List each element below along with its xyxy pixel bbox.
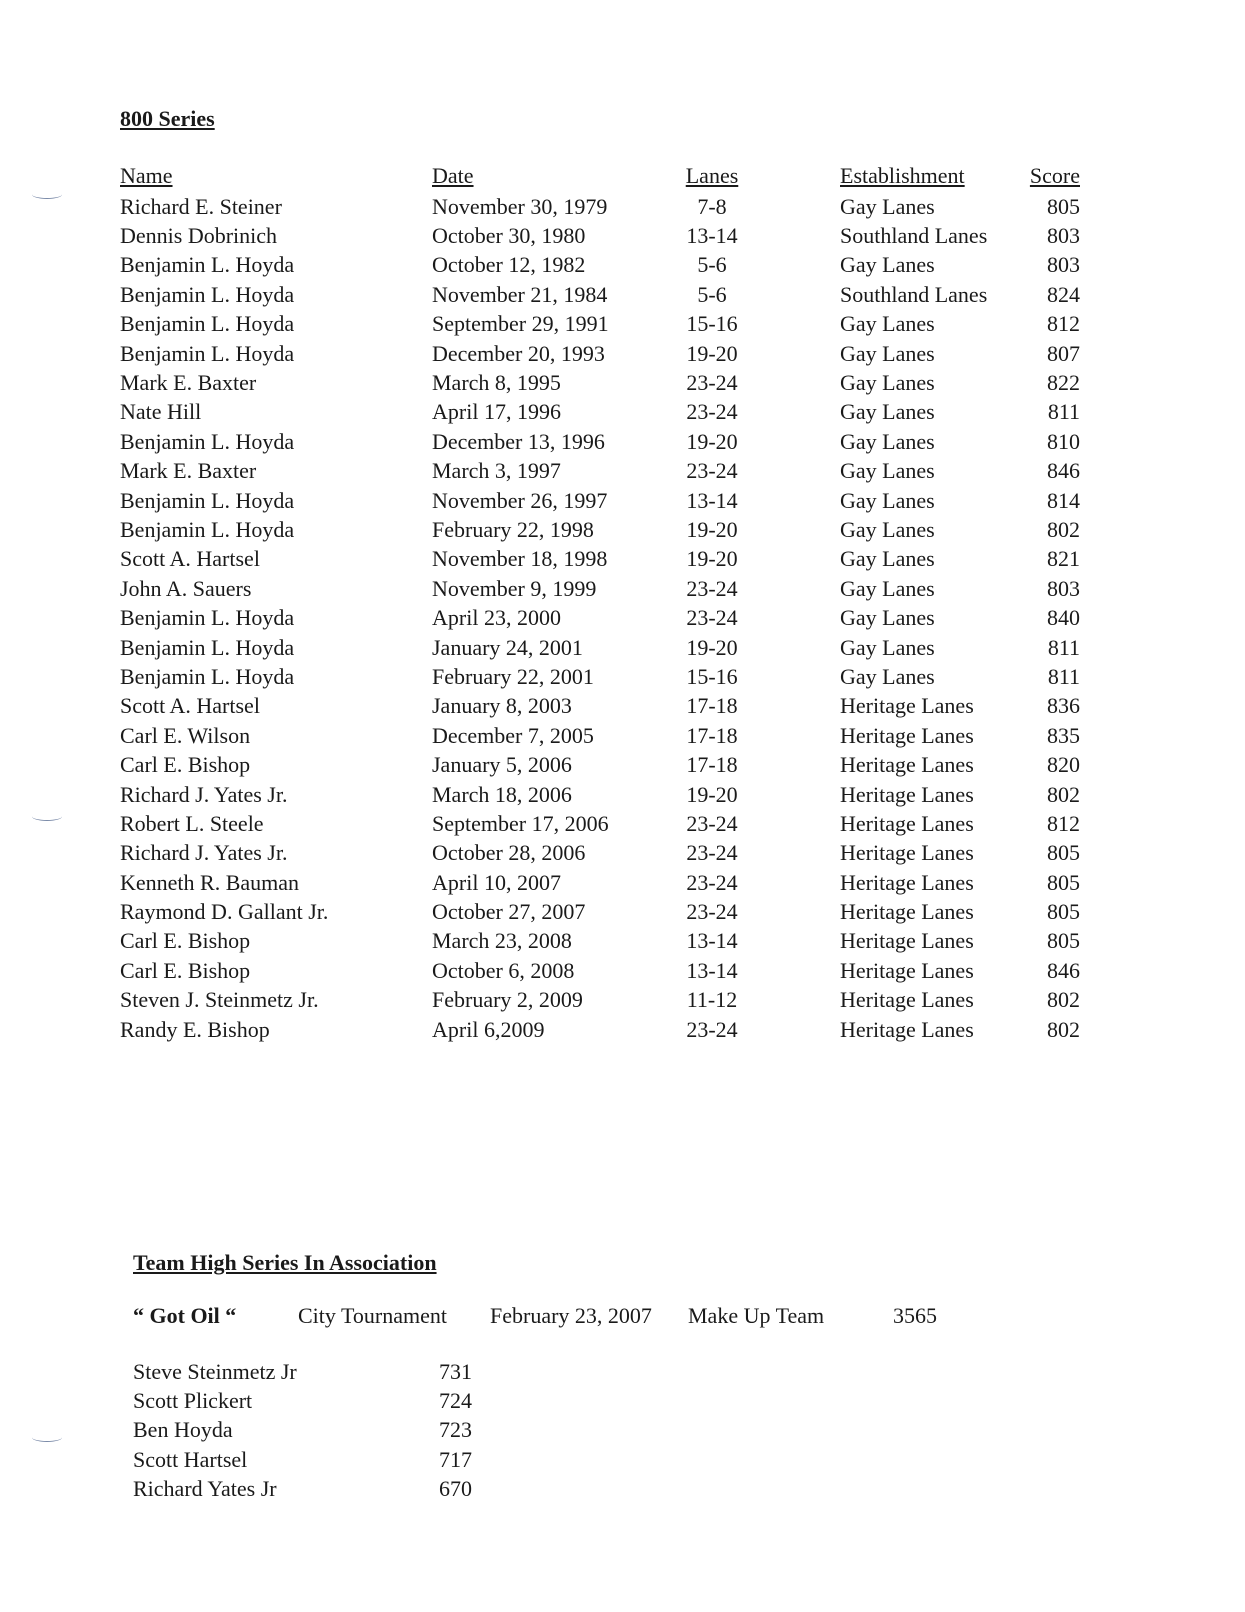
cell-name: Benjamin L. Hoyda: [120, 663, 295, 689]
member-name: Ben Hoyda: [133, 1417, 233, 1443]
cell-establishment: Heritage Lanes: [840, 722, 974, 748]
table-row: [120, 368, 1080, 397]
table-row: [120, 633, 1080, 662]
cell-lanes: 13-14: [686, 223, 738, 249]
cell-date: December 13, 1996: [432, 428, 605, 454]
cell-date: April 10, 2007: [432, 869, 561, 895]
team-type: Make Up Team: [688, 1303, 825, 1328]
cell-name: Benjamin L. Hoyda: [120, 487, 295, 513]
binder-hole-mark: [32, 812, 62, 821]
cell-date: April 17, 1996: [432, 399, 561, 425]
cell-establishment: Heritage Lanes: [840, 752, 974, 778]
cell-name: Carl E. Wilson: [120, 722, 251, 748]
cell-name: Benjamin L. Hoyda: [120, 605, 295, 631]
cell-lanes: 23-24: [686, 899, 738, 925]
cell-lanes: 19-20: [686, 781, 738, 807]
cell-score: 805: [1047, 193, 1080, 219]
cell-score: 803: [1047, 252, 1080, 278]
table-row: [120, 662, 1080, 691]
table-row: [120, 750, 1080, 779]
table-row: [120, 574, 1080, 603]
cell-score: 821: [1047, 546, 1080, 572]
list-item: [133, 1386, 499, 1415]
cell-score: 802: [1047, 781, 1080, 807]
cell-score: 805: [1047, 899, 1080, 925]
team-total: 3565: [893, 1303, 937, 1328]
team-date: February 23, 2007: [490, 1303, 652, 1328]
binder-hole-mark: [32, 1433, 62, 1442]
cell-lanes: 19-20: [686, 340, 738, 366]
table-row: [120, 515, 1080, 544]
table-row: [120, 1015, 1080, 1044]
cell-score: 803: [1047, 575, 1080, 601]
cell-name: Mark E. Baxter: [120, 370, 257, 396]
cell-lanes: 19-20: [686, 516, 738, 542]
binder-hole-mark: [32, 190, 62, 199]
table-row: [120, 398, 1080, 427]
table-row: [120, 839, 1080, 868]
member-name: Scott Hartsel: [133, 1446, 248, 1472]
cell-lanes: 23-24: [686, 1016, 738, 1042]
cell-name: Scott A. Hartsel: [120, 693, 260, 719]
cell-name: Richard J. Yates Jr.: [120, 781, 288, 807]
cell-lanes: 13-14: [686, 928, 738, 954]
cell-establishment: Heritage Lanes: [840, 957, 974, 983]
cell-name: Richard E. Steiner: [120, 193, 282, 219]
cell-name: Mark E. Baxter: [120, 458, 257, 484]
cell-establishment: Heritage Lanes: [840, 693, 974, 719]
cell-date: March 18, 2006: [432, 781, 572, 807]
team-summary-line: [133, 1303, 973, 1329]
cell-score: 824: [1047, 281, 1080, 307]
cell-lanes: 23-24: [686, 575, 738, 601]
cell-date: April 23, 2000: [432, 605, 561, 631]
cell-name: Benjamin L. Hoyda: [120, 281, 295, 307]
table-row: [120, 721, 1080, 750]
member-score: 724: [439, 1388, 472, 1414]
cell-establishment: Southland Lanes: [840, 223, 988, 249]
team-name: “ Got Oil “: [133, 1303, 237, 1328]
cell-establishment: Gay Lanes: [840, 663, 935, 689]
cell-date: October 12, 1982: [432, 252, 586, 278]
cell-establishment: Southland Lanes: [840, 281, 988, 307]
member-name: Steve Steinmetz Jr: [133, 1358, 297, 1384]
cell-date: November 30, 1979: [432, 193, 608, 219]
table-row: [120, 986, 1080, 1015]
cell-lanes: 23-24: [686, 810, 738, 836]
team-event: City Tournament: [298, 1303, 447, 1328]
table-row: [120, 545, 1080, 574]
cell-date: April 6,2009: [432, 1016, 545, 1042]
cell-name: Benjamin L. Hoyda: [120, 516, 295, 542]
cell-name: Benjamin L. Hoyda: [120, 428, 295, 454]
table-row: [120, 251, 1080, 280]
cell-score: 820: [1047, 752, 1080, 778]
cell-establishment: Gay Lanes: [840, 252, 935, 278]
cell-establishment: Gay Lanes: [840, 340, 935, 366]
cell-name: Benjamin L. Hoyda: [120, 634, 295, 660]
table-row: [120, 310, 1080, 339]
cell-date: March 23, 2008: [432, 928, 572, 954]
cell-lanes: 19-20: [686, 546, 738, 572]
cell-lanes: 7-8: [697, 193, 727, 219]
member-name: Scott Plickert: [133, 1388, 253, 1414]
cell-date: February 2, 2009: [432, 987, 583, 1013]
series-section-title: 800 Series: [120, 106, 215, 131]
cell-establishment: Gay Lanes: [840, 575, 935, 601]
cell-establishment: Gay Lanes: [840, 193, 935, 219]
table-row: [120, 603, 1080, 632]
cell-date: November 9, 1999: [432, 575, 597, 601]
table-row: [120, 956, 1080, 985]
cell-name: Dennis Dobrinich: [120, 223, 278, 249]
cell-lanes: 23-24: [686, 840, 738, 866]
cell-score: 812: [1047, 311, 1080, 337]
list-item: [133, 1445, 499, 1474]
cell-date: March 8, 1995: [432, 370, 561, 396]
member-score: 723: [439, 1417, 472, 1443]
cell-name: Nate Hill: [120, 399, 202, 425]
team-members-list: [133, 1357, 499, 1504]
cell-date: January 5, 2006: [432, 752, 572, 778]
list-item: [133, 1357, 499, 1386]
cell-date: November 21, 1984: [432, 281, 608, 307]
header-date: Date: [432, 163, 474, 188]
cell-name: Carl E. Bishop: [120, 928, 251, 954]
cell-establishment: Heritage Lanes: [840, 810, 974, 836]
cell-name: John A. Sauers: [120, 575, 252, 601]
series-table: [120, 160, 1080, 1044]
header-lanes: Lanes: [685, 163, 739, 188]
cell-date: November 26, 1997: [432, 487, 608, 513]
cell-lanes: 23-24: [686, 869, 738, 895]
cell-score: 811: [1047, 399, 1080, 425]
cell-establishment: Gay Lanes: [840, 311, 935, 337]
member-score: 731: [439, 1358, 472, 1384]
cell-date: October 6, 2008: [432, 957, 575, 983]
cell-lanes: 15-16: [686, 663, 738, 689]
cell-lanes: 19-20: [686, 634, 738, 660]
cell-date: January 8, 2003: [432, 693, 572, 719]
cell-establishment: Gay Lanes: [840, 516, 935, 542]
cell-lanes: 23-24: [686, 605, 738, 631]
cell-name: Robert L. Steele: [120, 810, 264, 836]
cell-name: Scott A. Hartsel: [120, 546, 260, 572]
list-item: [133, 1475, 499, 1504]
cell-lanes: 11-12: [686, 987, 738, 1013]
cell-lanes: 23-24: [686, 370, 738, 396]
cell-score: 802: [1047, 516, 1080, 542]
table-row: [120, 192, 1080, 221]
cell-score: 803: [1047, 223, 1080, 249]
table-row: [120, 927, 1080, 956]
cell-lanes: 23-24: [686, 399, 738, 425]
cell-name: Carl E. Bishop: [120, 752, 251, 778]
cell-establishment: Gay Lanes: [840, 634, 935, 660]
cell-name: Raymond D. Gallant Jr.: [120, 899, 329, 925]
cell-name: Benjamin L. Hoyda: [120, 340, 295, 366]
table-row: [120, 221, 1080, 250]
cell-score: 811: [1047, 663, 1080, 689]
cell-lanes: 17-18: [686, 752, 738, 778]
cell-date: February 22, 2001: [432, 663, 594, 689]
table-row: [120, 809, 1080, 838]
header-establishment: Establishment: [840, 163, 965, 188]
cell-establishment: Heritage Lanes: [840, 840, 974, 866]
cell-lanes: 17-18: [686, 693, 738, 719]
cell-lanes: 13-14: [686, 487, 738, 513]
cell-date: February 22, 1998: [432, 516, 594, 542]
table-row: [120, 486, 1080, 515]
cell-date: January 24, 2001: [432, 634, 583, 660]
member-name: Richard Yates Jr: [133, 1476, 277, 1502]
cell-date: October 28, 2006: [432, 840, 586, 866]
cell-lanes: 5-6: [697, 281, 727, 307]
cell-date: December 7, 2005: [432, 722, 594, 748]
cell-score: 822: [1047, 370, 1080, 396]
cell-establishment: Gay Lanes: [840, 428, 935, 454]
cell-lanes: 23-24: [686, 458, 738, 484]
table-row: [120, 897, 1080, 926]
cell-date: October 27, 2007: [432, 899, 586, 925]
cell-date: March 3, 1997: [432, 458, 561, 484]
table-row: [120, 780, 1080, 809]
cell-name: Carl E. Bishop: [120, 957, 251, 983]
list-item: [133, 1416, 499, 1445]
table-row: [120, 457, 1080, 486]
cell-score: 805: [1047, 840, 1080, 866]
cell-date: September 17, 2006: [432, 810, 609, 836]
table-row: [120, 339, 1080, 368]
cell-score: 846: [1047, 957, 1080, 983]
cell-score: 807: [1047, 340, 1080, 366]
cell-establishment: Gay Lanes: [840, 546, 935, 572]
table-row: [120, 280, 1080, 309]
cell-date: September 29, 1991: [432, 311, 609, 337]
cell-name: Kenneth R. Bauman: [120, 869, 300, 895]
cell-lanes: 17-18: [686, 722, 738, 748]
cell-establishment: Gay Lanes: [840, 605, 935, 631]
cell-score: 814: [1047, 487, 1080, 513]
table-row: [120, 427, 1080, 456]
cell-establishment: Heritage Lanes: [840, 781, 974, 807]
table-row: [120, 868, 1080, 897]
cell-name: Richard J. Yates Jr.: [120, 840, 288, 866]
cell-score: 836: [1047, 693, 1080, 719]
series-table-body: [120, 192, 1080, 1044]
cell-name: Randy E. Bishop: [120, 1016, 270, 1042]
member-score: 717: [439, 1446, 472, 1472]
cell-establishment: Gay Lanes: [840, 458, 935, 484]
member-score: 670: [439, 1476, 472, 1502]
cell-date: December 20, 1993: [432, 340, 605, 366]
cell-score: 840: [1047, 605, 1080, 631]
cell-score: 811: [1047, 634, 1080, 660]
cell-lanes: 19-20: [686, 428, 738, 454]
cell-establishment: Heritage Lanes: [840, 928, 974, 954]
cell-lanes: 13-14: [686, 957, 738, 983]
cell-lanes: 5-6: [697, 252, 727, 278]
cell-name: Benjamin L. Hoyda: [120, 311, 295, 337]
header-name: Name: [120, 163, 173, 188]
cell-score: 805: [1047, 869, 1080, 895]
cell-establishment: Heritage Lanes: [840, 987, 974, 1013]
cell-score: 805: [1047, 928, 1080, 954]
cell-score: 846: [1047, 458, 1080, 484]
table-row: [120, 692, 1080, 721]
cell-name: Benjamin L. Hoyda: [120, 252, 295, 278]
cell-establishment: Heritage Lanes: [840, 1016, 974, 1042]
cell-date: October 30, 1980: [432, 223, 586, 249]
cell-date: November 18, 1998: [432, 546, 608, 572]
cell-score: 802: [1047, 1016, 1080, 1042]
cell-score: 802: [1047, 987, 1080, 1013]
cell-establishment: Heritage Lanes: [840, 899, 974, 925]
cell-lanes: 15-16: [686, 311, 738, 337]
cell-score: 812: [1047, 810, 1080, 836]
cell-establishment: Heritage Lanes: [840, 869, 974, 895]
cell-establishment: Gay Lanes: [840, 487, 935, 513]
cell-score: 810: [1047, 428, 1080, 454]
cell-name: Steven J. Steinmetz Jr.: [120, 987, 319, 1013]
cell-score: 835: [1047, 722, 1080, 748]
header-score: Score: [1029, 163, 1080, 188]
series-table-header: [120, 160, 1080, 192]
cell-establishment: Gay Lanes: [840, 399, 935, 425]
team-section-title: Team High Series In Association: [133, 1250, 437, 1275]
cell-establishment: Gay Lanes: [840, 370, 935, 396]
